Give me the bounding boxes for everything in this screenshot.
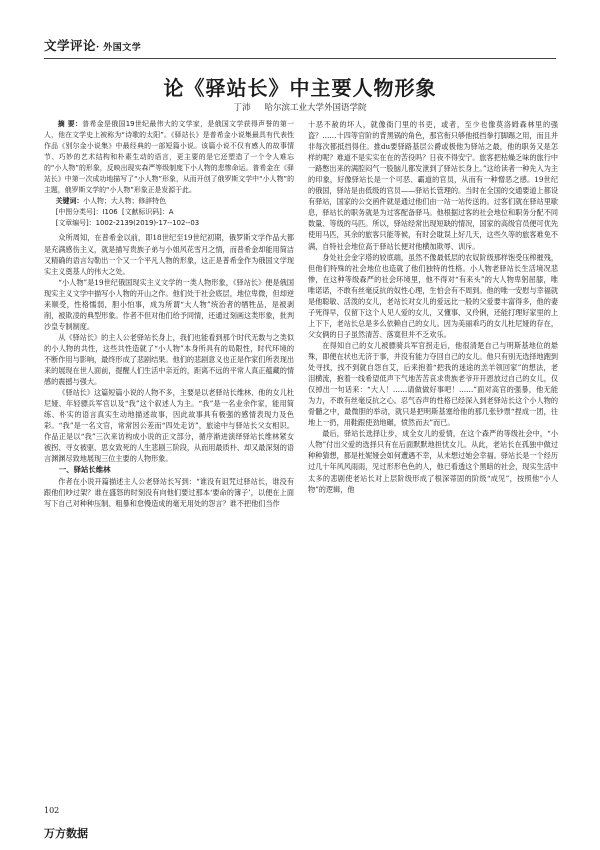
paragraph: 身处社会金字塔的较底端，虽然不像最低层的农奴阶级那样饱受压榨摧残，但他们特殊的社会地位也造就了他们独特的性格。小人物老驿站长生活境况悲惨，在这种等级森严的社会环境里，他不得对“有来头”的大人物卑躬屈膝，唯唯诺诺，不敢有丝毫反抗的奴性心理，生怕会有不周到。他的唯一安慰与幸福就是他聪敏、活泼的女儿，老站长对女儿的爱远比一般的父爱要丰富得多，他的妻子死得早，仅留下这个人见人爱的女儿，又懂事、又伶俐，还能打理好家里的上上下下，老站长总是多么依赖自己的女儿。因为美丽乖巧的女儿杜尼娅的存在，父女俩的日子虽然清苦、落寞但并不乏欢乐。 — [308, 252, 558, 339]
paragraph: 从《驿站长》的主人公老驿站长身上，我们也能看到那个时代无数与之类似的小人物的共性，这些共性造就了“小人物”本身所具有的局限性，时代环境的不断作用与影响，最终形成了悲剧结果。他们的悲剧意义也正是作家们所表现出来的展现在世人面前，提醒人们生活中亲近的，距离不远的平常人真正蕴藏的情感的震撼与强大。 — [44, 332, 294, 387]
keywords — [56, 196, 294, 207]
header-rule — [44, 58, 556, 59]
paragraph: “小人物”是19世纪俄国现实主义文学的一类人物形象，《驿站长》便是俄国现实主义文学中描写小人物的开山之作。他们处于社会底层，地位卑微，但却逆来顺受，性格懦弱，胆小怕事，成为所谓“大人物”统治者的牺牲品，是被剥削，被欺凌的典型形象。作者不但对他们给予同情，还通过刻画这类形象，批判沙皇专制制度。 — [44, 277, 294, 331]
article-number — [56, 218, 294, 229]
author-affiliation: 哈尔滨工业大学外国语学院 — [264, 103, 367, 113]
journal-header — [44, 36, 141, 54]
paragraph: 最后，驿站长选择让步，成全女儿的爱情，在这个森严的等级社会中，“小人物”付出父爱的选择只有在后面默默地担忧女儿。从此，老站长在孤独中做过种种猜想，都是杜妮娅会如何遭遇不幸，从未想过她会幸福。驿站长是一个经历过几十年风风雨雨，见过形形色色的人，他已看透这个黑暗的社会，现实生活中太多的悲剧使老站长对上层阶级形成了根深蒂固的阶级“成见”，按照他“小人物”的逻辑，他 — [308, 429, 558, 494]
clc-value: I106 — [102, 208, 118, 217]
paragraph: 《驿站长》这篇短篇小说的人物不多，主要是以老驿站长维林、他的女儿杜尼娅、年轻骠兵军官以及“我”这个叙述人为主。“我”是一名业余作家，能用简练、朴实的语言真实生动地描述故事，因此故事具有极强的感情表现力及色彩。“我”是一名文官，常常因公差而“四处走访”，旅途中与驿站长父女相识。作品正是以“我”三次来访构成小说的正文部分，循序渐进演绎驿站长维林紧女被拐、寻女被驱、思女致死的人生悲剧三阶段，从而用最质朴、却又最深刻的语言渊渊尽致地展现三位主要的人物形象。 — [44, 388, 294, 464]
journal-name: 文学评论 — [44, 38, 97, 53]
classification — [56, 207, 294, 218]
doc-code-label: [文献标识码]： — [122, 208, 169, 217]
paragraph: 作者在小说开篇描述主人公老驿站长写到：“谁没有诅咒过驿站长，谁没有跟他们吵过架？谁在盛怒的时刻没有向他们要过那本‘要命的簿子’，以便在上面写下自己对种种压制、粗暴和怠慢造成的毫无用处的怨言？谁不把他们当作 — [44, 476, 294, 508]
section-heading: 一、驿站长维林 — [58, 465, 111, 475]
author-name: 丁沛 — [233, 103, 251, 113]
page-number: 102 — [44, 806, 60, 815]
abstract — [44, 119, 294, 196]
paragraph: 众所周知，在普希金以前，即18世纪至19世纪初期，俄罗斯文学作品大都是充满感伤主义，就是描写贵族子弟与小姐风花雪月之情，而普希金却能用简洁又精确的语言勾勒出一个又一个平凡人物的形象，这正是普希金作为俄国文学现实主义奠基人的伟大之处。 — [44, 233, 294, 276]
article-number-label: [文章编号]： — [55, 219, 96, 228]
left-column — [44, 119, 294, 795]
article-title: 论《驿站长》中主要人物形象 — [163, 76, 437, 100]
paragraph: 在得知自己的女儿被骠骑兵军官拐走后，他很清楚自己与明斯基地位的悬殊，即便在状也无济于事，并没有能力夺回自己的女儿。他只有别无选择地跑到处寻找，找不到就自怨自艾，后来抱着“把我的迷途的羔羊领回家”的想法，老泪横流，抱着一线希望低声下气地苦苦哀求贵族老爷开开恩放过自己的女儿，仅仅掉出一句话来：“大人！……请做做好事吧！……”面对高官的强暴，他无能为力，不敢有丝毫反抗之心。忍气吞声的性格已经深入到老驿站长这个小人物的骨髓之中，最微胆的举动，就只是把明斯基塞给他的那几张钞票“捏成一团，往地上一扔，用鞋跟使劲地碾，愤然而去”而已。 — [308, 340, 558, 428]
abstract-label: 摘 要： — [57, 120, 83, 128]
footer-watermark: 万方数据 — [44, 827, 88, 840]
abstract-text: 普希金是俄国19世纪最伟大的文学家，是俄国文学获得声誉的第一人，他在文学史上被称为“诗歌的太阳”。《驿站长》是普希金小说集最具有代表性作品《别尔金小说集》中最经典的一部短篇小说。该篇小说不仅有感人的故事情节、巧妙的艺术结构和朴素生动的语言，更主要的是它还塑造了一个令人难忘的“小人物”的形象，反映出现实森严等级制度下小人物的悲惨命运。普希金在《驿站长》中第一次成功地描写了“小人物”形象，从而开创了俄罗斯文学中“小人物”的主题，俄罗斯文学的“小人物”形象正是发源于此。 — [44, 120, 294, 195]
clc-label: [中图分类号]： — [55, 208, 103, 217]
right-column — [308, 119, 558, 791]
paragraph: 十恶不赦的坏人，就像衙门里的书吏，或者，至少也像莫洛姆森林里的强盗？……十四等官阶的背黑锅的角色，那官衔只够他抵挡拳打脚踢之用，而且并非每次都抵挡得住。推du要驿路基层公爵或极他为驿站之最，他的职务又是怎样的呢？难道不是实实在在的苦役吗？日夜不得安宁。旅客把枯燥乏味的旅行中一路憋出来的满腔闷气一股脑儿都发泄到了驿站长身上。”这给读者一种先入为主的印象，好像驿站长是一个可恶、霸道的官员，从而有一种憎恶之感。19世纪的俄国，驿站是由低级的官员——驿站长管理的。当时在全国的交通要道上都设有驿站，国家的公交函件就是通过他们由一站一站传送的。过客们就在驿站里歇息，驿站长的职务就是为过客配备驿马。他根据过客的社会地位和职务分配不同数量、等级的马匹。所以，驿站经常出现短缺的情况，国家的高级官员便可优先使用马匹，其余的旅客只能等候，有时会耽误上好几天，这些久等的旅客难免不满，自特社会地位高于驿站长便对他横加欺辱、训斥。 — [308, 120, 558, 251]
keywords-text: 小人物；大人物；修辞特色 — [83, 197, 166, 206]
keywords-label: 关键词： — [55, 197, 84, 206]
author-line — [0, 101, 600, 113]
article-number-value: 1002-2139(2019)-17--102--03 — [95, 219, 200, 228]
journal-section: · 外国文学 — [96, 43, 142, 53]
doc-code-value: A — [168, 208, 174, 217]
